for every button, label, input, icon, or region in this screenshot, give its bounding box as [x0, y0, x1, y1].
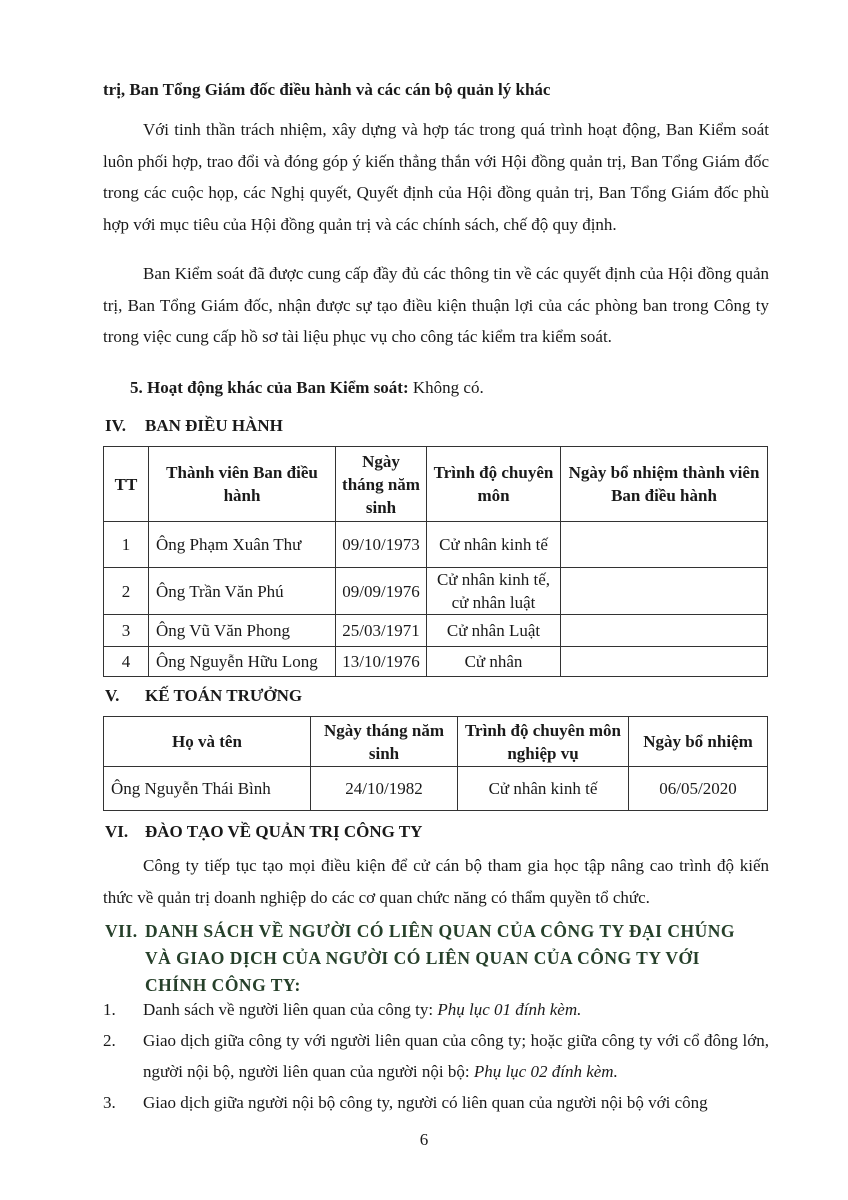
- table-row: [104, 615, 768, 647]
- list-item-attachment: Phụ lục 02 đính kèm.: [473, 1062, 618, 1081]
- section-4-title: BAN ĐIỀU HÀNH: [145, 416, 283, 435]
- intro-heading: trị, Ban Tổng Giám đốc điều hành và các cán bộ quản lý khác: [103, 80, 551, 99]
- header-appointment-date: Ngày bổ nhiệm thành viên Ban điều hành: [561, 447, 768, 522]
- list-item-number: 1.: [103, 1000, 116, 1019]
- cell-name: Ông Phạm Xuân Thư: [149, 522, 336, 568]
- list-item: [103, 994, 769, 1025]
- cell-birthdate: 25/03/1971: [336, 615, 427, 647]
- page-number: 6: [419, 1130, 429, 1149]
- header-birthdate: Ngày tháng năm sinh: [336, 447, 427, 522]
- header-birthdate: Ngày tháng năm sinh: [311, 717, 458, 767]
- item-5-label: 5. Hoạt động khác của Ban Kiểm soát:: [130, 378, 409, 397]
- cell-appointment: [561, 522, 768, 568]
- cell-birthdate: 24/10/1982: [311, 767, 458, 811]
- section-6-number: VI.: [105, 822, 129, 841]
- cell-qualification: Cử nhân kinh tế, cử nhân luật: [427, 568, 561, 615]
- section-6-heading: [105, 822, 422, 842]
- cell-tt: 1: [104, 522, 149, 568]
- paragraph-1: Với tinh thần trách nhiệm, xây dựng và hợp tác trong quá trình hoạt động, Ban Kiểm soát luôn phối hợp, trao đổi và đóng góp ý kiến thẳng thắn với Hội đồng quản trị, Ban Tổng Giám đốc trong các cuộc họp, các Nghị quyết, Quyết định của Hội đồng quản trị, Ban Tổng Giám đốc phù hợp với mục tiêu của Hội đồng quản trị và các chính sách, chế độ quy định.: [103, 120, 769, 234]
- cell-name: Ông Trần Văn Phú: [149, 568, 336, 615]
- cell-birthdate: 09/09/1976: [336, 568, 427, 615]
- list-item-text: Giao dịch giữa người nội bộ công ty, người có liên quan của người nội bộ với công: [143, 1093, 708, 1112]
- cell-qualification: Cử nhân Luật: [427, 615, 561, 647]
- section-5-title: KẾ TOÁN TRƯỞNG: [145, 686, 303, 705]
- list-item-text: Giao dịch giữa công ty với người liên quan của công ty; hoặc giữa công ty với cổ đông lớn, người nội bộ, người liên quan của người nội bộ:: [143, 1031, 769, 1081]
- cell-appointment: [561, 568, 768, 615]
- list-item: [103, 1025, 769, 1087]
- list-item-attachment: Phụ lục 01 đính kèm.: [437, 1000, 582, 1019]
- table-row: [104, 568, 768, 615]
- cell-name: Ông Nguyễn Thái Bình: [104, 767, 311, 811]
- section-7-heading: [105, 918, 735, 999]
- cell-birthdate: 09/10/1973: [336, 522, 427, 568]
- table-header-row: [104, 447, 768, 522]
- item-5: [130, 378, 484, 398]
- cell-appointment: [561, 615, 768, 647]
- section-4-heading: [105, 416, 283, 436]
- list-item-text: Danh sách về người liên quan của công ty:: [143, 1000, 438, 1019]
- section-7-number: VII.: [105, 921, 138, 941]
- section-5-heading: [105, 686, 302, 706]
- table-row: [104, 522, 768, 568]
- header-member: Thành viên Ban điều hành: [149, 447, 336, 522]
- chief-accountant-table: [103, 716, 768, 811]
- list-item-number: 2.: [103, 1031, 116, 1050]
- header-appointment-date: Ngày bổ nhiệm: [629, 717, 768, 767]
- section-5-number: V.: [105, 686, 120, 705]
- list-item-number: 3.: [103, 1093, 116, 1112]
- table-row: [104, 767, 768, 811]
- cell-tt: 2: [104, 568, 149, 615]
- cell-name: Ông Nguyễn Hữu Long: [149, 647, 336, 677]
- table-row: [104, 647, 768, 677]
- executive-board-table: [103, 446, 768, 677]
- section-4-number: IV.: [105, 416, 126, 435]
- paragraph-2: Ban Kiểm soát đã được cung cấp đầy đủ các thông tin về các quyết định của Hội đồng quản trị, Ban Tổng Giám đốc, nhận được sự tạo điều kiện thuận lợi của các phòng ban trong Công ty trong việc cung cấp hồ sơ tài liệu phục vụ cho công tác kiểm tra kiểm soát.: [103, 264, 769, 346]
- header-tt: TT: [104, 447, 149, 522]
- cell-name: Ông Vũ Văn Phong: [149, 615, 336, 647]
- cell-tt: 3: [104, 615, 149, 647]
- cell-birthdate: 13/10/1976: [336, 647, 427, 677]
- section-7-list: [103, 994, 769, 1118]
- table-header-row: [104, 717, 768, 767]
- section-6-title: ĐÀO TẠO VỀ QUẢN TRỊ CÔNG TY: [145, 822, 423, 841]
- header-qualification: Trình độ chuyên môn: [427, 447, 561, 522]
- section-7-title-line: CHÍNH CÔNG TY:: [145, 975, 301, 995]
- cell-qualification: Cử nhân kinh tế: [427, 522, 561, 568]
- cell-qualification: Cử nhân: [427, 647, 561, 677]
- cell-appointment: 06/05/2020: [629, 767, 768, 811]
- item-5-value: Không có.: [408, 378, 484, 397]
- header-qualification: Trình độ chuyên môn nghiệp vụ: [458, 717, 629, 767]
- list-item: [103, 1087, 769, 1118]
- section-6-text: Công ty tiếp tục tạo mọi điều kiện để cử cán bộ tham gia học tập nâng cao trình độ kiến thức về quản trị doanh nghiệp do các cơ quan chức năng có thẩm quyền tổ chức.: [103, 856, 769, 907]
- section-7-title-line: DANH SÁCH VỀ NGƯỜI CÓ LIÊN QUAN CỦA CÔNG TY ĐẠI CHÚNG: [145, 921, 735, 941]
- cell-appointment: [561, 647, 768, 677]
- section-7-title: [145, 918, 735, 999]
- cell-tt: 4: [104, 647, 149, 677]
- cell-qualification: Cử nhân kinh tế: [458, 767, 629, 811]
- header-full-name: Họ và tên: [104, 717, 311, 767]
- section-7-title-line: VÀ GIAO DỊCH CỦA NGƯỜI CÓ LIÊN QUAN CỦA CÔNG TY VỚI: [145, 948, 700, 968]
